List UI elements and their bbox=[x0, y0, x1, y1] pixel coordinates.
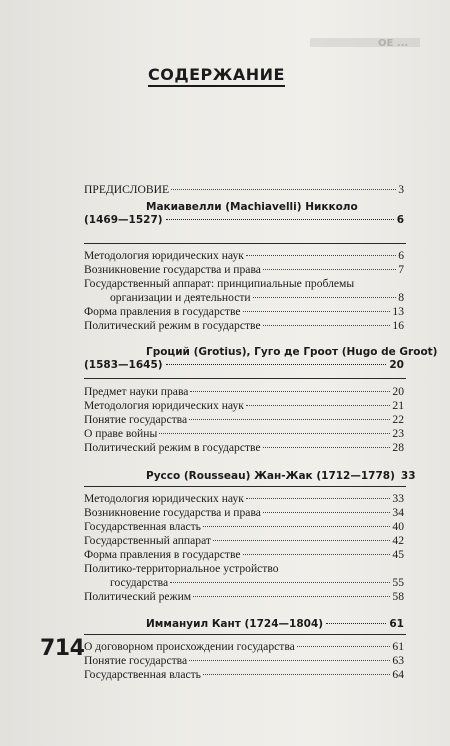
page-title: СОДЕРЖАНИЕ bbox=[148, 65, 285, 87]
toc-entry-page: 40 bbox=[392, 520, 404, 533]
page-number: 714 bbox=[40, 636, 85, 661]
toc-entry[interactable] bbox=[84, 520, 404, 534]
toc-section-author[interactable] bbox=[146, 618, 404, 630]
toc-entry[interactable] bbox=[84, 668, 404, 682]
leader-dots bbox=[166, 219, 394, 220]
toc-entry-label: Понятие государства bbox=[84, 413, 188, 426]
toc-entry-label: О праве войны bbox=[84, 427, 158, 440]
leader-dots bbox=[189, 419, 390, 420]
toc-entry-page: 42 bbox=[392, 534, 404, 547]
leader-dots bbox=[263, 512, 391, 513]
leader-dots bbox=[193, 596, 390, 597]
toc-entry-label: Государственный аппарат bbox=[84, 534, 211, 547]
toc-entry-label: Государственная власть bbox=[84, 668, 201, 681]
leader-dots bbox=[166, 364, 387, 365]
toc-entry-label: Методология юридических наук bbox=[84, 492, 244, 505]
show-through-text: ОЕ ... bbox=[378, 38, 409, 49]
leader-dots bbox=[246, 498, 391, 499]
toc-entry-page: 33 bbox=[392, 492, 404, 505]
author-page: 20 bbox=[389, 359, 404, 371]
toc-entry[interactable] bbox=[84, 534, 404, 548]
toc-entry[interactable] bbox=[84, 492, 404, 506]
author-page: 6 bbox=[396, 214, 404, 226]
toc-entry-label: Политический режим в государстве bbox=[84, 319, 261, 332]
toc-entry[interactable] bbox=[84, 548, 404, 562]
leader-dots bbox=[263, 447, 391, 448]
toc-entry-page: 28 bbox=[392, 441, 404, 454]
author-name: Иммануил Кант (1724—1804) bbox=[146, 618, 324, 630]
toc-entry-page: 8 bbox=[398, 290, 404, 304]
toc-entry[interactable] bbox=[84, 249, 404, 263]
toc-entry-page: 34 bbox=[392, 506, 404, 519]
toc-entry-label: Форма правления в государстве bbox=[84, 305, 241, 318]
leader-dots bbox=[203, 674, 390, 675]
toc-entry-page: 61 bbox=[392, 640, 404, 653]
toc-entry[interactable] bbox=[84, 319, 404, 333]
toc-entry-label: Политический режим в государстве bbox=[84, 441, 261, 454]
toc-entry[interactable] bbox=[84, 305, 404, 319]
leader-dots bbox=[171, 189, 396, 190]
leader-dots bbox=[190, 391, 390, 392]
leader-dots bbox=[243, 554, 391, 555]
section-divider bbox=[84, 634, 406, 635]
section-divider bbox=[84, 243, 406, 244]
leader-dots bbox=[159, 433, 390, 434]
toc-entry-label: Возникновение государства и права bbox=[84, 506, 261, 519]
toc-entry-label: Политико-территориальное устройство bbox=[84, 562, 279, 575]
toc-entry-page: 3 bbox=[398, 183, 404, 196]
toc-entry-label: Государственная власть bbox=[84, 520, 201, 533]
leader-dots bbox=[189, 660, 390, 661]
author-years: (1583—1645) bbox=[84, 359, 163, 371]
toc-entry[interactable] bbox=[84, 654, 404, 668]
section-divider bbox=[84, 486, 406, 487]
toc-entry-page: 45 bbox=[392, 548, 404, 561]
author-years: (1469—1527) bbox=[84, 214, 163, 226]
toc-entry-page: 20 bbox=[392, 385, 404, 398]
leader-dots bbox=[170, 582, 390, 583]
toc-entry[interactable] bbox=[84, 385, 404, 399]
author-name: Гроций (Grotius), Гуго де Гроот (Hugo de Groot) bbox=[146, 346, 438, 358]
leader-dots bbox=[263, 269, 396, 270]
toc-entry-label: Возникновение государства и права bbox=[84, 263, 261, 276]
toc-entry[interactable] bbox=[84, 562, 404, 589]
toc-entry-label: ПРЕДИСЛОВИЕ bbox=[84, 183, 170, 196]
leader-dots bbox=[246, 405, 391, 406]
toc-entry-label: Форма правления в государстве bbox=[84, 548, 241, 561]
leader-dots bbox=[263, 325, 391, 326]
toc-entry[interactable] bbox=[84, 413, 404, 427]
toc-entry[interactable] bbox=[84, 590, 404, 604]
toc-entry-preface[interactable] bbox=[84, 183, 404, 197]
toc-entry[interactable] bbox=[84, 277, 404, 304]
leader-dots bbox=[253, 297, 397, 298]
section-divider bbox=[84, 378, 406, 379]
toc-section-author[interactable] bbox=[84, 346, 438, 372]
toc-entry-label: Политический режим bbox=[84, 590, 192, 603]
toc-entry-label: Государственный аппарат: принципиальные проблемы bbox=[84, 277, 355, 290]
author-name: Руссо (Rousseau) Жан-Жак (1712—1778) bbox=[146, 470, 395, 482]
leader-dots bbox=[203, 526, 390, 527]
toc-entry[interactable] bbox=[84, 441, 404, 455]
toc-section-author[interactable] bbox=[146, 470, 416, 482]
toc-entry-page: 22 bbox=[392, 413, 404, 426]
toc-entry-page: 63 bbox=[392, 654, 404, 667]
toc-entry-page: 6 bbox=[398, 249, 404, 262]
toc-entry-label-cont: государства bbox=[110, 575, 169, 589]
toc-entry-label: О договорном происхождении государства bbox=[84, 640, 295, 653]
toc-entry-label: Методология юридических наук bbox=[84, 399, 244, 412]
leader-dots bbox=[326, 623, 386, 624]
toc-entry[interactable] bbox=[84, 263, 404, 277]
toc-entry-label: Методология юридических наук bbox=[84, 249, 244, 262]
toc-entry-label: Понятие государства bbox=[84, 654, 188, 667]
author-name: Макиавелли (Machiavelli) Никколо bbox=[146, 201, 358, 213]
toc-entry-page: 16 bbox=[392, 319, 404, 332]
toc-entry-page: 64 bbox=[392, 668, 404, 681]
toc-entry[interactable] bbox=[84, 399, 404, 413]
leader-dots bbox=[213, 540, 390, 541]
toc-entry[interactable] bbox=[84, 640, 404, 654]
leader-dots bbox=[243, 311, 391, 312]
toc-section-author[interactable] bbox=[84, 201, 404, 227]
toc-entry-label: Предмет науки права bbox=[84, 385, 189, 398]
toc-entry-page: 13 bbox=[392, 305, 404, 318]
toc-entry-page: 55 bbox=[392, 575, 404, 589]
author-page: 33 bbox=[400, 470, 416, 482]
toc-entry-page: 58 bbox=[392, 590, 404, 603]
leader-dots bbox=[246, 255, 396, 256]
toc-entry[interactable] bbox=[84, 506, 404, 520]
toc-entry-label-cont: организации и деятельности bbox=[110, 290, 251, 304]
leader-dots bbox=[297, 646, 391, 647]
toc-entry-page: 21 bbox=[392, 399, 404, 412]
toc-entry-page: 23 bbox=[392, 427, 404, 440]
toc-entry[interactable] bbox=[84, 427, 404, 441]
toc-entry-page: 7 bbox=[398, 263, 404, 276]
author-page: 61 bbox=[389, 618, 404, 630]
